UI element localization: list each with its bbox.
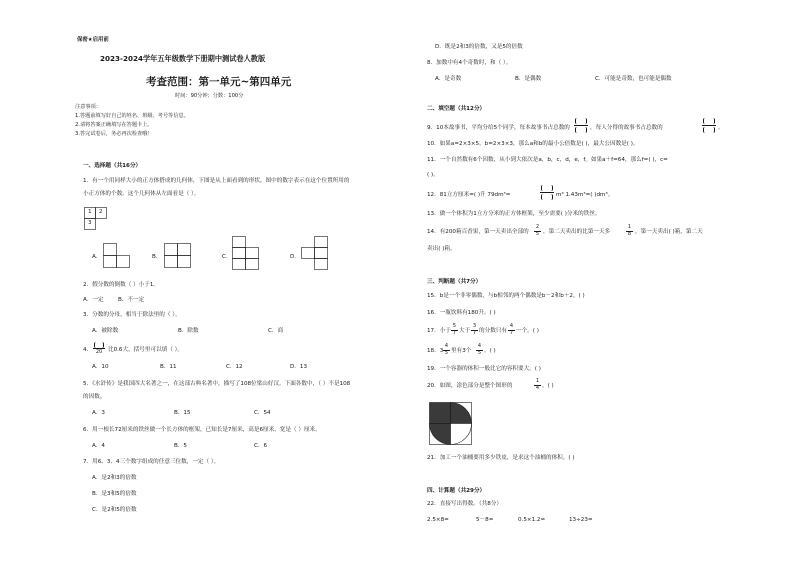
q16-text: 16．一瓶饮料有180升。( ) [427,310,496,316]
q18-fraction-2 [476,344,483,356]
q2-text: 2．假分数的倒数（ ）小于1。 [83,282,160,288]
q6-option-b[interactable]: B．5 [174,443,187,449]
q8-option-b[interactable]: B．是偶数 [515,76,542,82]
q20-fraction-den: 4 [535,385,540,391]
q14-text-c: ，第一天卖出( )箱，第二天 [635,229,703,235]
q5-line2: 的因数。 [83,394,106,400]
q8-text: 8．加数中有4个奇数时，和（ ）。 [427,60,512,66]
q12-text-b: m³ 1.43m³=( )dm³。 [556,192,614,198]
q7-option-b[interactable]: B．是3和5的倍数 [92,491,137,497]
q20-text-b: 。( ) [542,383,554,389]
q17-fraction-2-num: 3 [472,323,477,329]
q1-grid-number: 2 [99,209,103,215]
q20-text-a: 20．如图，涂色部分是整个图形的 [427,383,513,389]
q20-fraction [534,379,541,391]
q17-fraction-3-den: 7 [509,330,514,336]
q1-option-b-label[interactable]: B. [152,254,158,260]
q17-fraction-2-den: 7 [472,330,477,336]
q17-text-a: 17．小于 [427,328,451,334]
calc-item: 0.5×1.2= [518,517,546,523]
q4-text: 比0.6大，括号里可以填（ ）。 [108,347,183,353]
q18-text-a: 18．3 [427,348,444,354]
q18-fraction-1-num: 4 [444,343,449,349]
q5-option-c[interactable]: C．54 [254,410,271,416]
q10-text: 10．如果a=2×3×5，b=2×3×3，那么a和b的最小公倍数是( )，最大公因数是( )。 [427,141,639,147]
q17-text-b: 大于 [459,328,471,334]
q8-option-c[interactable]: C．可能是奇数，也可能是偶数 [595,76,672,82]
q20-fraction-num: 1 [535,378,540,384]
q18-fraction-1 [443,344,450,356]
q3-text: 3．分数的分母，相当于除法里的（ ）。 [83,312,181,318]
q9-blank-fraction-1 [574,118,588,133]
q17-fraction-2 [471,324,478,336]
q5-line1: 5．《水浒传》是我国四大名著之一，在这部古典名著中，描写了108位梁山好汉。下面各数中，（ ）不是108 [83,381,351,387]
q12-blank-fraction [540,185,554,200]
q3-option-b[interactable]: B．除数 [178,328,199,334]
note-line: 1.答题前填写好自己的姓名、班级、考号等信息。 [75,113,189,119]
secret-label: 保密★启用前 [77,37,109,43]
q14-fraction-1-num: 2 [535,224,540,230]
q17-text-c: 的分数只有 [479,328,507,334]
q18-text-b: 里有3个 [451,348,472,354]
q1-option-a-label[interactable]: A. [92,254,98,260]
q12-text-a: 12．81立方厘米=( )升 79dm³= [427,192,511,198]
q1-grid-number: 1 [88,209,92,215]
q14-fraction-2-den: 8 [627,231,632,237]
note-line: 2.请将答案正确填写在答题卡上。 [75,122,153,128]
q6-option-c[interactable]: C．6 [254,443,268,449]
q17-fraction-1 [451,324,458,336]
calc-item: 13÷23= [569,517,593,523]
q5-option-b[interactable]: B．15 [174,410,191,416]
q14-fraction-1-den: 5 [535,231,540,237]
q17-fraction-3-num: 4 [509,323,514,329]
q4-option-b[interactable]: B．11 [160,364,177,370]
q14-text-b: ，第二天卖出的比第一天多 [543,229,611,235]
q6-option-a[interactable]: A．4 [92,443,105,449]
q9-text-b: ，每人分得的故事书占总数的 [590,125,663,131]
time-score: 时间：90分钟；分数：100分 [175,93,244,99]
q18-text-c: 。( ) [484,348,496,354]
section-fill-heading: 二、填空题（共12分） [427,106,486,112]
q2-option-b[interactable]: B．不一定 [118,297,145,303]
q9-blank-fraction-2 [702,118,716,133]
q7-text: 7．用6、3、4三个数字组成的任意三位数，一定（ ）。 [83,459,220,465]
q1-line2: 小正方体的个数。这个几何体从左面看是（ ）。 [83,191,200,197]
exam-title: 2023-2024学年五年级数学下册期中测试卷人教版 [100,54,266,63]
q1-option-d-figure [301,236,329,272]
section-choice-heading: 一、选择题（共16分） [83,163,142,169]
q18-fraction-2-den: 5 [477,350,482,356]
q22-text: 22．直接写出得数。（共8分） [427,501,503,507]
right-page [397,0,794,562]
q4-denominator: 20 [95,349,103,355]
q14-fraction-1 [534,225,541,237]
q4-option-c[interactable]: C．12 [226,364,243,370]
q1-option-b-figure [164,243,192,269]
q18-fraction-2-num: 4 [477,343,482,349]
q4-option-d[interactable]: D．13 [290,364,308,370]
q1-grid-number: 3 [88,220,92,226]
exam-scope: 考查范围：第一单元~第四单元 [146,76,292,88]
q4-number: 4． [83,347,93,353]
q1-line1: 1．有一个用同样大小的正方体搭成的几何体，下图是从上面看到的形状，图中的数字表示在这个位置所用的 [83,178,350,184]
q7-option-d[interactable]: D．既是2和3的倍数，又是5的倍数 [435,44,523,50]
q8-option-a[interactable]: A．是奇数 [435,76,462,82]
q3-option-a[interactable]: A．被除数 [92,328,119,334]
q15-text: 15．b是一个非零偶数，与b相邻的两个偶数是b－2和b＋2。( ) [427,293,585,299]
q14-text-d: 卖出( )箱。 [427,246,456,252]
q11-text: 11．一个自然数有6个因数，从小到大依次是a，b，c，d，e，f。如果a＋f=64，那么f=( )，c= [427,157,668,163]
note-line: 3.答完试卷后，务必再次检查哦！ [75,131,153,137]
q9-text-a: 9．10本故事书，平均分给5个同学，每本故事书占总数的 [427,125,570,131]
q21-text: 21．加工一个油桶要用多少铁皮，是求这个油桶的体积。( ) [427,455,575,461]
q11-text-b: ( )。 [427,172,439,178]
q17-fraction-1-num: 5 [452,323,457,329]
note-heading: 注意事项： [75,104,101,110]
section-judge-heading: 三、判断题（共7分） [427,279,482,285]
q14-text-a: 14．有200箱百香果，第一天卖出全部的 [427,229,529,235]
section-calc-heading: 四、计算题（共29分） [427,488,486,494]
q4-option-a[interactable]: A．10 [92,364,109,370]
q4-fraction [93,342,105,355]
q14-fraction-2-num: 1 [627,224,632,230]
q17-fraction-1-den: 7 [452,330,457,336]
q5-option-a[interactable]: A．3 [92,410,105,416]
q13-text: 13．做一个体积为1立方分米的正方体框架，至少需要( )分米的铁丝。 [427,211,601,217]
q7-option-c[interactable]: C．是2和5的倍数 [92,507,137,513]
calc-item: 5－8= [476,517,494,523]
q2-option-a[interactable]: A．一定 [83,297,104,303]
q1-option-d-label[interactable]: D. [290,254,297,260]
q1-option-c-figure [232,236,260,272]
q1-option-a-figure [103,243,131,269]
q9-text-c: 。 [718,125,724,131]
q20-shaded-figure [429,402,473,446]
q19-text: 19．一个容器的体积一般比它的容积要大。( ) [427,366,541,372]
q14-fraction-2 [626,225,633,237]
q18-fraction-1-den: 5 [444,350,449,356]
q17-text-d: 一个。( ) [516,328,539,334]
q6-text: 6．用一根长72厘米的铁丝做一个长方体的框架，已知长是7厘米，高是6厘米，宽是（ ）厘米。 [83,427,321,433]
calc-item: 2.5×8= [427,517,449,523]
q7-option-a[interactable]: A．是2和3的倍数 [92,475,137,481]
q3-option-c[interactable]: C．商 [268,328,284,334]
q1-option-c-label[interactable]: C. [222,254,228,260]
q17-fraction-3 [508,324,515,336]
